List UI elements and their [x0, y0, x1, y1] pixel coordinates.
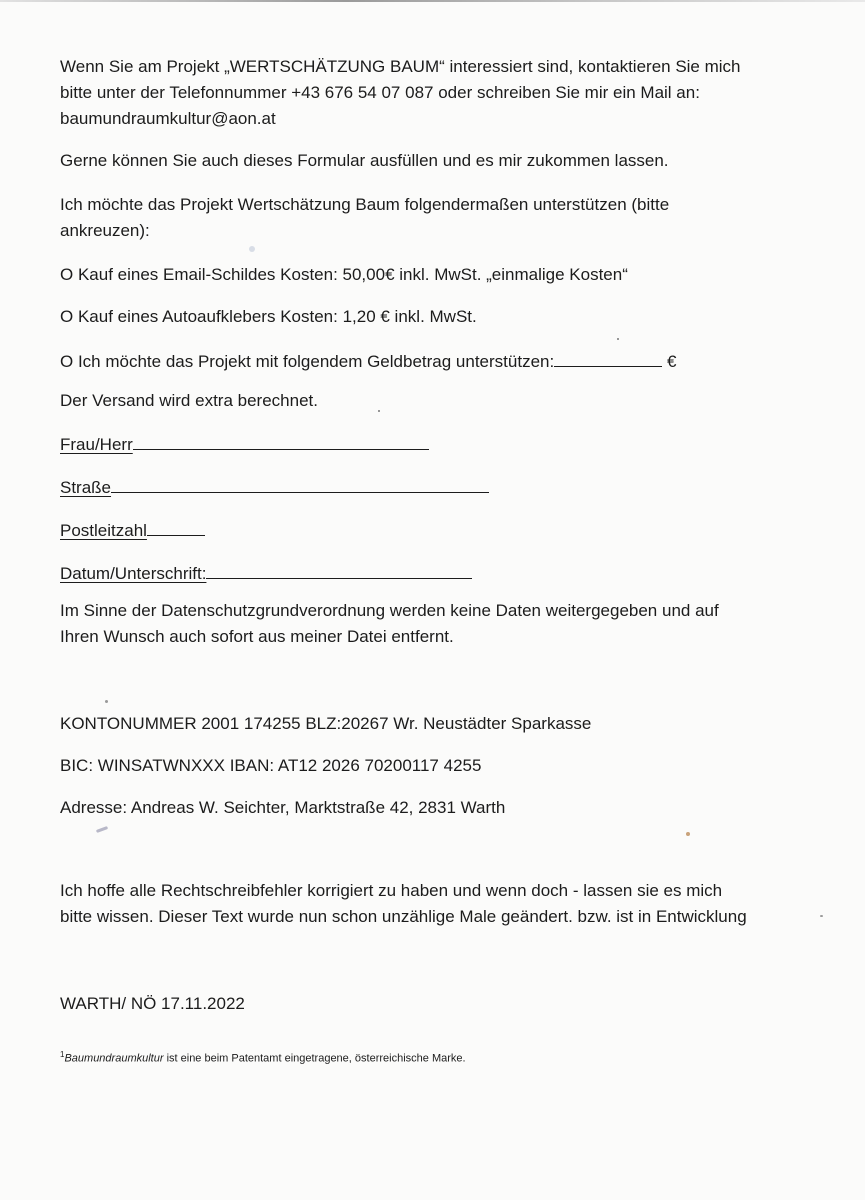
- place-date: WARTH/ NÖ 17.11.2022: [60, 994, 245, 1013]
- currency-symbol: €: [666, 352, 677, 371]
- scan-speck: [820, 915, 823, 917]
- scan-speck: [378, 410, 380, 412]
- name-field-blank[interactable]: [133, 431, 429, 450]
- postal-address: Adresse: Andreas W. Seichter, Marktstraße 42, 2831 Warth: [60, 798, 506, 817]
- scan-speck: [96, 826, 108, 833]
- footnote: [60, 1050, 466, 1065]
- closing-line-1: Ich hoffe alle Rechtschreibfehler korrigiert zu haben und wenn doch - lassen sie es mich: [60, 881, 723, 900]
- option-donation-label: O Ich möchte das Projekt mit folgendem Geldbetrag unterstützen:: [60, 352, 555, 371]
- footnote-text: ist eine beim Patentamt eingetragene, österreichische Marke.: [163, 1052, 466, 1065]
- scan-speck: [105, 700, 108, 703]
- privacy-line-1: Im Sinne der Datenschutzgrundverordnung werden keine Daten weitergegeben und auf: [60, 601, 719, 620]
- zip-field-label: Postleitzahl: [60, 521, 147, 540]
- closing-line-2: bitte wissen. Dieser Text wurde nun schon unzählige Male geändert. bzw. ist in Entwicklung: [60, 907, 747, 926]
- bank-account: KONTONUMMER 2001 174255 BLZ:20267 Wr. Neustädter Sparkasse: [60, 714, 592, 733]
- name-field-label: Frau/Herr: [60, 435, 133, 454]
- option-email-sign[interactable]: O Kauf eines Email-Schildes Kosten: 50,00€ inkl. MwSt. „einmalige Kosten“: [60, 265, 628, 284]
- intro-line-1: Wenn Sie am Projekt „WERTSCHÄTZUNG BAUM“ interessiert sind, kontaktieren Sie mich: [60, 57, 741, 76]
- scan-speck: [249, 246, 255, 252]
- date-signature-blank[interactable]: [206, 560, 472, 579]
- intro-line-3: baumundraumkultur@aon.at: [60, 109, 276, 128]
- footnote-brand: Baumundraumkultur: [64, 1052, 164, 1065]
- name-field[interactable]: [60, 431, 429, 456]
- support-intro-line-1: Ich möchte das Projekt Wertschätzung Baum folgendermaßen unterstützen (bitte: [60, 195, 670, 214]
- shipping-note: Der Versand wird extra berechnet.: [60, 391, 318, 410]
- form-note: Gerne können Sie auch dieses Formular ausfüllen und es mir zukommen lassen.: [60, 151, 669, 170]
- option-donation[interactable]: [60, 348, 676, 373]
- option-car-sticker[interactable]: O Kauf eines Autoaufklebers Kosten: 1,20 € inkl. MwSt.: [60, 307, 477, 326]
- zip-field-blank[interactable]: [147, 517, 205, 536]
- street-field-blank[interactable]: [111, 474, 489, 493]
- street-field[interactable]: [60, 474, 489, 499]
- street-field-label: Straße: [60, 478, 112, 497]
- donation-amount-blank[interactable]: [554, 348, 662, 367]
- scan-speck: [617, 338, 619, 340]
- footnote-marker: 1: [60, 1050, 65, 1059]
- bank-bic-iban: BIC: WINSATWNXXX IBAN: AT12 2026 70200117 4255: [60, 756, 482, 775]
- date-signature-label: Datum/Unterschrift:: [60, 564, 207, 583]
- scan-speck: [686, 832, 690, 836]
- support-intro-line-2: ankreuzen):: [60, 221, 150, 240]
- intro-line-2: bitte unter der Telefonnummer +43 676 54 07 087 oder schreiben Sie mir ein Mail an:: [60, 83, 700, 102]
- zip-field[interactable]: [60, 517, 205, 542]
- privacy-line-2: Ihren Wunsch auch sofort aus meiner Datei entfernt.: [60, 627, 454, 646]
- date-signature-field[interactable]: [60, 560, 472, 585]
